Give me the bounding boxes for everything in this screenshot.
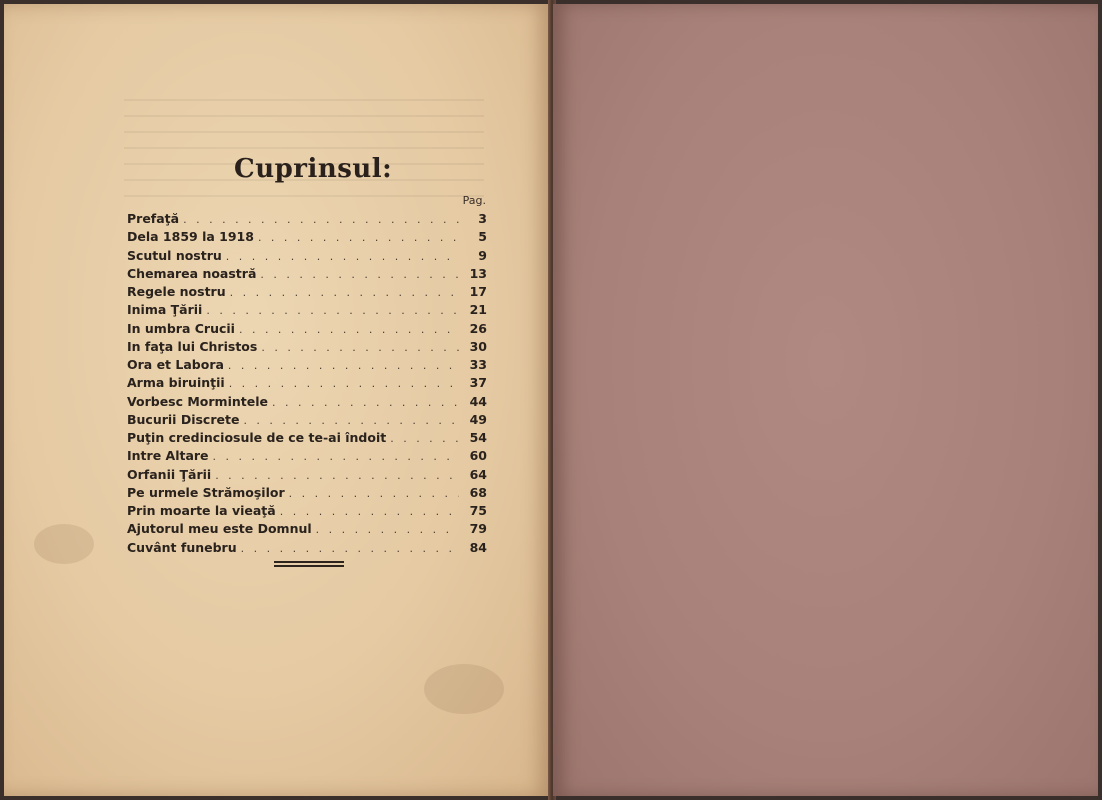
toc-entry-page: 64 [469, 466, 487, 482]
dot-leader [230, 284, 459, 302]
toc-entry [127, 466, 487, 484]
toc-entry [127, 320, 487, 338]
toc-entry-page: 13 [469, 265, 487, 281]
dot-leader [243, 412, 459, 430]
toc-entry [127, 539, 487, 557]
toc-entry-title: Vorbesc Mormintele [127, 393, 268, 409]
toc-entry-title: Intre Altare [127, 448, 209, 464]
toc-entry-page: 3 [478, 211, 487, 226]
toc-entry-page: 26 [469, 320, 487, 336]
toc-entry-page: 37 [469, 375, 487, 391]
toc-entry [127, 374, 487, 392]
dot-leader [258, 229, 459, 247]
toc-entry-title: Bucurii Discrete [127, 411, 240, 427]
toc-entry-title: Prefaţă [127, 211, 180, 226]
toc-entry-page: 21 [469, 302, 487, 318]
toc-entry-title: Prin moarte la vieaţă [127, 503, 276, 518]
toc-entry-page: 44 [469, 393, 487, 409]
paper-stain [34, 524, 94, 564]
toc-entry [127, 484, 487, 502]
toc-entry-page: 75 [469, 503, 487, 518]
toc-entry [127, 429, 487, 447]
toc-entry [127, 356, 487, 374]
toc-entry [127, 301, 487, 319]
dot-leader [229, 375, 459, 393]
dot-leader [213, 448, 459, 466]
toc-entry-page: 5 [478, 229, 487, 245]
end-rule [274, 561, 344, 567]
toc-entry-page: 33 [469, 357, 487, 372]
toc-title: Cuprinsul: [234, 154, 393, 184]
toc-entry-title: Ora et Labora [127, 357, 224, 372]
dot-leader [183, 211, 459, 229]
toc-entry-title: Inima Ţării [127, 302, 203, 318]
toc-entry [127, 265, 487, 283]
toc-entry-title: Dela 1859 la 1918 [127, 229, 254, 245]
dot-leader [228, 357, 459, 375]
toc-list [127, 210, 487, 557]
toc-entry-title: Scutul nostru [127, 247, 222, 263]
toc-entry-title: Orfanii Ţării [127, 466, 212, 482]
toc-entry [127, 283, 487, 301]
dot-leader [241, 540, 459, 558]
toc-entry-page: 9 [478, 247, 487, 263]
toc-entry-title: In umbra Crucii [127, 320, 235, 336]
paper-stain [424, 664, 504, 714]
dot-leader [215, 467, 459, 485]
toc-entry-page: 60 [469, 448, 487, 464]
dot-leader [316, 521, 459, 539]
dot-leader [226, 248, 459, 266]
dot-leader [272, 394, 459, 412]
toc-entry-title: Pe urmele Strămoşilor [127, 484, 285, 500]
toc-entry [127, 393, 487, 411]
dot-leader [390, 430, 459, 448]
toc-entry [127, 411, 487, 429]
left-page [4, 4, 550, 796]
toc-entry-title: Puţin credinciosule de ce te-ai îndoit [127, 430, 387, 445]
toc-entry-title: Cuvânt funebru [127, 539, 237, 555]
dot-leader [280, 503, 459, 521]
toc-entry-page: 17 [469, 284, 487, 299]
toc-entry-title: Regele nostru [127, 284, 226, 299]
dot-leader [239, 321, 459, 339]
right-page-blank [553, 4, 1098, 796]
toc-entry-page: 49 [469, 411, 487, 427]
dot-leader [289, 485, 459, 503]
toc-entry-page: 30 [469, 338, 487, 354]
dot-leader [261, 339, 459, 357]
toc-entry [127, 447, 487, 465]
toc-entry-title: In faţa lui Christos [127, 338, 258, 354]
toc-entry-title: Chemarea noastră [127, 265, 257, 281]
toc-entry-page: 84 [469, 539, 487, 555]
toc-entry-page: 79 [469, 521, 487, 537]
dot-leader [206, 302, 459, 320]
toc-entry-title: Arma biruinţii [127, 375, 225, 391]
toc-entry [127, 520, 487, 538]
toc-entry-page: 54 [469, 430, 487, 445]
toc-entry [127, 210, 487, 228]
toc-entry [127, 228, 487, 246]
toc-entry-page: 68 [469, 484, 487, 500]
toc-entry [127, 502, 487, 520]
toc-entry-title: Ajutorul meu este Domnul [127, 521, 312, 537]
toc-entry [127, 338, 487, 356]
dot-leader [260, 266, 459, 284]
toc-entry [127, 247, 487, 265]
page-column-header: Pag. [462, 194, 486, 207]
